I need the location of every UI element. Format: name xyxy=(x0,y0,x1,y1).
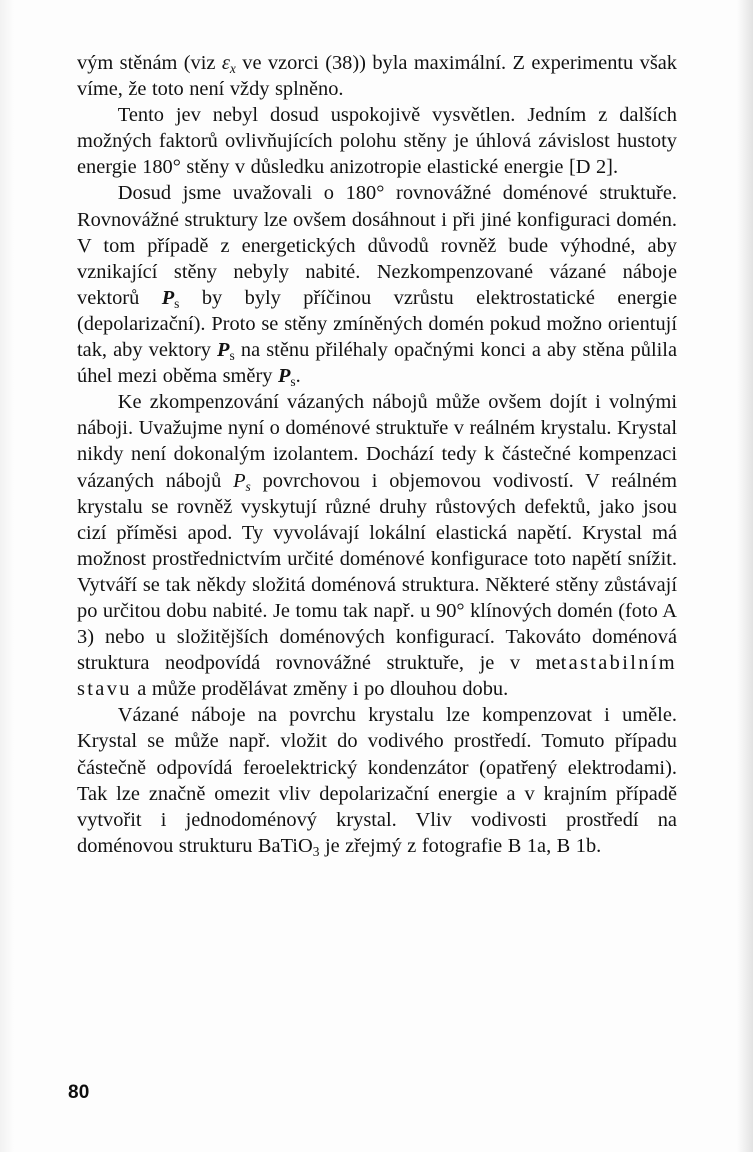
paragraph-2 xyxy=(77,102,677,180)
math-subscript-x: x xyxy=(229,60,236,76)
emphasis-letterspaced: tastabilním stavu xyxy=(77,652,677,701)
text-run: Tento jev nebyl dosud uspokojivě vysvětlen. Jedním z dalších možných faktorů ovlivňujících polohu stěny je úhlová závislost hustoty energie 180° stěny v důsledku anizotropie elastické energie [D 2]. xyxy=(77,104,677,179)
chemical-subscript-3: 3 xyxy=(312,843,320,859)
paragraph-4 xyxy=(77,389,677,702)
vector-symbol-p: P xyxy=(277,365,291,388)
vector-subscript-s: s xyxy=(174,295,180,311)
text-run: Vázané náboje na povrchu krystalu lze kompenzovat i uměle. Krystal se může např. vložit do vodivého prostředí. Tomuto případu částečně odpovídá feroelektrický kondenzátor (opatřený elektrodami). Tak lze značně omezit vliv depolarizační energie a v krajním případě vytvořit i jednodoménový krystal. Vliv vodivosti prostředí na doménovou strukturu BaTiO xyxy=(77,704,677,857)
text-run: Dosud jsme uvažovali o 180° rovnovážné doménové struktuře. Rovnovážné struktury lze ovšem dosáhnout i při jiné konfiguraci domén. V tom případě z energetických důvodů rovněž bude výhodné, aby vznikající stěny nebyly nabité. Nezkompenzované vázané náboje vektorů xyxy=(77,182,677,309)
paragraph-5 xyxy=(77,702,677,859)
vector-subscript-s: s xyxy=(229,347,235,363)
text-run: ve vzorci (38)) byla maximální. Z experimentu však víme, že toto není vždy splněno. xyxy=(77,52,677,101)
scan-edge-shadow-right xyxy=(737,0,753,1152)
text-run: je zřejmý z fotografie B 1a, B 1b. xyxy=(319,834,602,857)
math-variable-p: P xyxy=(233,469,246,492)
paragraph-1 xyxy=(77,50,677,102)
vector-subscript-s: s xyxy=(290,373,296,389)
text-run: . xyxy=(295,365,301,388)
math-variable-epsilon: ε xyxy=(221,52,230,74)
page-number: 80 xyxy=(68,1082,90,1103)
vector-symbol-p: P xyxy=(217,339,230,362)
vector-symbol-p: P xyxy=(161,286,175,309)
math-subscript-s: s xyxy=(245,478,251,494)
body-text-block xyxy=(77,50,677,859)
text-run: Ke zkompenzování vázaných nábojů může ovšem dojít i volnými náboji. Uvažujme nyní o doménové struktuře v reálném krystalu. Krystal nikdy není dokonalým izolantem. Dochází tedy k částečné kompenzaci vázaných nábojů xyxy=(77,391,677,492)
text-run: na stěnu přiléhaly opačnými konci a aby stěna půlila úhel mezi oběma směry xyxy=(77,339,677,388)
text-run: vým stěnám (viz xyxy=(77,52,222,74)
text-run: povrchovou i objemovou vodivostí. V reálném krystalu se rovněž vyskytují různé druhy růstových defektů, jako jsou cizí příměsi apod. Ty vyvolávají lokální elastická napětí. Krystal má možnost prostřednictvím určité doménové konfigurace toto napětí snížit. Vytváří se tak někdy složitá doménová struktura. Některé stěny zůstávají po určitou dobu nabité. Je tomu tak např. u 90° klínových domén (foto A 3) nebo u složitějších doménových konfigurací. Takováto doménová struktura neodpovídá rovnovážné struktuře, je v me xyxy=(77,469,677,675)
text-run: a může prodělávat změny i po dlouhou dobu. xyxy=(131,678,509,701)
paragraph-3 xyxy=(77,180,677,389)
scan-edge-shadow-left xyxy=(0,0,14,1152)
text-run: by byly příčinou vzrůstu elektrostatické energie (depolarizační). Proto se stěny zmíněných domén pokud možno orientují tak, aby vektory xyxy=(77,286,677,362)
